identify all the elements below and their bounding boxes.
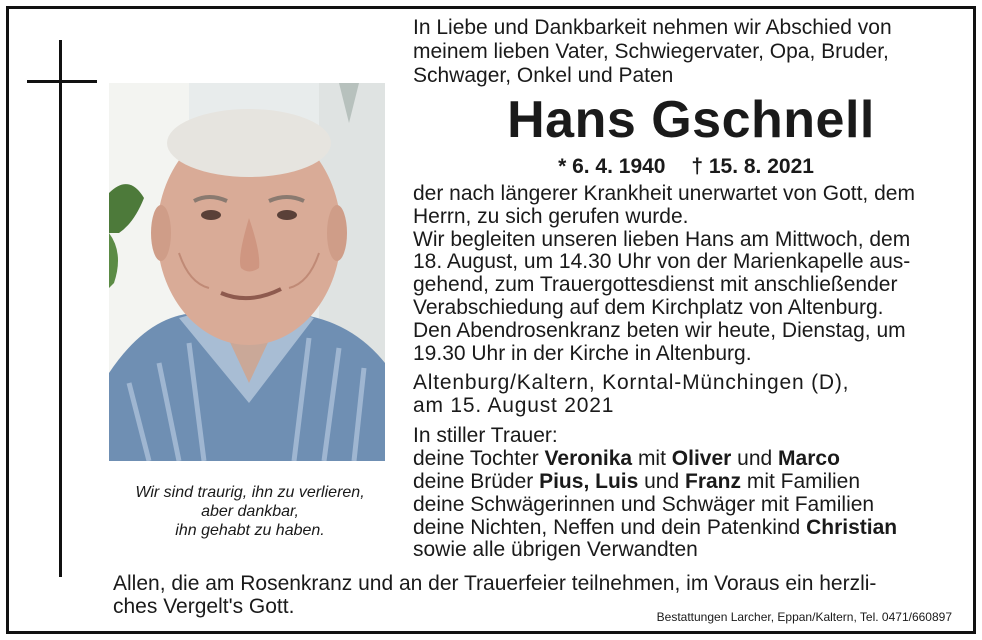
- mourner-in-laws: deine Schwägerinnen und Schwäger mit Familien: [413, 492, 875, 516]
- body-line: 18. August, um 14.30 Uhr von der Marienkapelle aus-: [413, 250, 911, 274]
- mourner-relatives: sowie alle übrigen Verwandten: [413, 538, 698, 562]
- intro-text: [413, 16, 959, 88]
- body-line: gehend, zum Trauergottesdienst mit anschließender: [413, 273, 898, 297]
- body-line: 19.30 Uhr in der Kirche in Altenburg.: [413, 341, 752, 365]
- mourner-brothers: deine Brüder Pius, Luis und Franz mit Familien: [413, 469, 861, 493]
- place-and-date: [413, 371, 959, 417]
- intro-line: meinem lieben Vater, Schwiegervater, Opa, Bruder,: [413, 40, 889, 63]
- mourners-heading: In stiller Trauer:: [413, 424, 558, 448]
- cross-icon-horizontal: [27, 80, 97, 83]
- birth-date: * 6. 4. 1940: [558, 155, 666, 178]
- mourner-nieces: deine Nichten, Neffen und dein Patenkind Christian: [413, 515, 898, 539]
- intro-line: In Liebe und Dankbarkeit nehmen wir Abschied von: [413, 16, 892, 39]
- caption-line: aber dankbar,: [201, 503, 299, 520]
- caption-line: ihn gehabt zu haben.: [175, 522, 325, 539]
- place-line: Altenburg/Kaltern, Korntal-Münchingen (D),: [413, 371, 850, 395]
- notice-body: [413, 183, 959, 365]
- mourners-list: [413, 425, 959, 562]
- deceased-name: Hans Gschnell: [507, 91, 875, 149]
- body-line: der nach längerer Krankheit unerwartet von Gott, dem: [413, 182, 915, 205]
- mourner-daughter: deine Tochter Veronika mit Oliver und Marco: [413, 447, 840, 471]
- closing-line: Allen, die am Rosenkranz und an der Trauerfeier teilnehmen, im Voraus ein herzli-: [113, 572, 877, 595]
- death-date: † 15. 8. 2021: [691, 155, 814, 178]
- photo-caption: [100, 483, 400, 540]
- caption-line: Wir sind traurig, ihn zu verlieren,: [135, 484, 365, 501]
- notice-text-column: [413, 16, 959, 562]
- body-line: Den Abendrosenkranz beten wir heute, Dienstag, um: [413, 318, 906, 342]
- body-line: Wir begleiten unseren lieben Hans am Mittwoch, dem: [413, 227, 911, 251]
- cross-icon-vertical: [59, 40, 62, 577]
- life-dates: [413, 154, 959, 180]
- undertaker-credit: Bestattungen Larcher, Eppan/Kaltern, Tel. 0471/660897: [656, 610, 952, 624]
- closing-line: ches Vergelt's Gott.: [113, 595, 295, 618]
- intro-line: Schwager, Onkel und Paten: [413, 64, 674, 87]
- place-line: am 15. August 2021: [413, 394, 615, 418]
- portrait-photo: [109, 83, 385, 461]
- body-line: Herrn, zu sich gerufen wurde.: [413, 204, 689, 228]
- body-line: Verabschiedung auf dem Kirchplatz von Altenburg.: [413, 295, 884, 319]
